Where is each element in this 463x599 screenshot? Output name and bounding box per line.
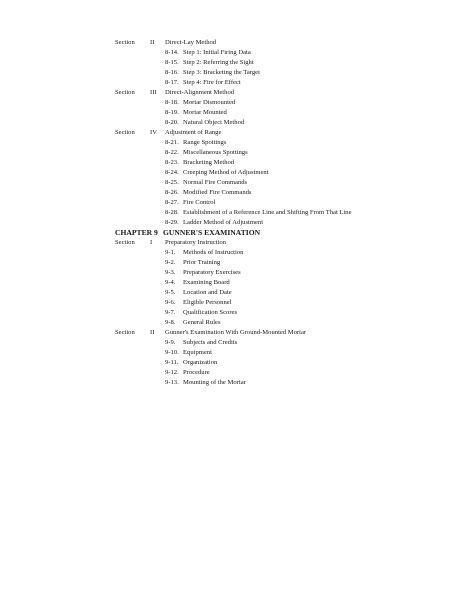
paragraph-number: 9-13. [165,379,179,386]
section-title: Preparatory Instruction [165,239,226,246]
paragraph-title: Examining Board [183,279,230,286]
paragraph-title: Mortar Dismounted [183,99,236,106]
paragraph-title: Normal Fire Commands [183,179,248,186]
paragraph-title: Subjects and Credits [183,339,238,346]
chapter-label: CHAPTER 9 [115,228,158,237]
paragraph-title: Natural Object Method [183,119,245,126]
section-title: Direct-Alignment Method [165,89,235,96]
paragraph-number: 9-2. [165,259,176,266]
paragraph-number: 9-1. [165,249,176,256]
paragraph-title: Miscellaneous Spottings [183,149,248,156]
paragraph-number: 9-9. [165,339,176,346]
paragraph-number: 9-4. [165,279,176,286]
section-label: Section [115,39,135,46]
paragraph-title: Modified Fire Commands [183,189,252,196]
paragraph-number: 8-24. [165,169,179,176]
paragraph-number: 8-20. [165,119,179,126]
section-title: Gunner's Examination With Ground-Mounted Mortar [165,329,307,336]
paragraph-title: Methods of Instruction [183,249,244,256]
section-title: Direct-Lay Method [165,39,217,46]
section-label: Section [115,329,135,336]
paragraph-number: 8-26. [165,189,179,196]
paragraph-number: 9-8. [165,319,176,326]
paragraph-title: Step 4: Fire for Effect [183,79,241,86]
paragraph-title: Organization [183,359,218,366]
paragraph-title: Fire Control [183,199,216,206]
paragraph-title: Mounting of the Mortar [183,379,246,386]
paragraph-title: Ladder Method of Adjustment [183,219,264,226]
paragraph-number: 9-11. [165,359,179,366]
paragraph-title: Qualification Scores [183,309,238,316]
paragraph-number: 8-19. [165,109,179,116]
paragraph-title: Mortar Mounted [183,109,227,116]
paragraph-title: Prior Training [183,259,221,266]
paragraph-number: 9-12. [165,369,179,376]
paragraph-number: 8-15. [165,59,179,66]
paragraph-title: Establishment of a Reference Line and Shifting From That Line [183,209,352,216]
paragraph-number: 8-21. [165,139,179,146]
paragraph-title: Range Spottings [183,139,227,146]
paragraph-number: 9-3. [165,269,176,276]
paragraph-number: 8-16. [165,69,179,76]
section-number: I [150,239,153,246]
paragraph-number: 8-22. [165,149,179,156]
paragraph-title: Preparatory Exercises [183,269,241,276]
paragraph-number: 8-23. [165,159,179,166]
section-number: IV [150,129,157,136]
paragraph-title: Bracketing Method [183,159,235,166]
paragraph-title: Procedure [183,369,210,376]
chapter-title: GUNNER'S EXAMINATION [163,228,261,237]
section-number: III [150,89,157,96]
section-label: Section [115,89,135,96]
paragraph-number: 8-25. [165,179,179,186]
paragraph-title: Eligible Personnel [183,299,232,306]
paragraph-number: 9-5. [165,289,176,296]
paragraph-number: 9-7. [165,309,176,316]
paragraph-title: Step 1: Initial Firing Data [183,49,251,56]
paragraph-title: Step 3: Bracketing the Target [183,69,260,76]
paragraph-number: 8-17. [165,79,179,86]
paragraph-number: 8-29. [165,219,179,226]
section-title: Adjustment of Range [165,129,222,136]
section-label: Section [115,129,135,136]
paragraph-number: 9-6. [165,299,176,306]
paragraph-number: 8-14. [165,49,179,56]
section-number: II [150,329,155,336]
paragraph-number: 8-27. [165,199,179,206]
paragraph-number: 9-10. [165,349,179,356]
paragraph-title: Step 2: Referring the Sight [183,59,254,66]
paragraph-title: Location and Date [183,289,232,296]
paragraph-title: Equipment [183,349,212,356]
paragraph-number: 8-18. [165,99,179,106]
section-label: Section [115,239,135,246]
paragraph-number: 8-28. [165,209,179,216]
paragraph-title: General Rules [183,319,221,326]
section-number: II [150,39,155,46]
paragraph-title: Creeping Method of Adjustment [183,169,269,176]
